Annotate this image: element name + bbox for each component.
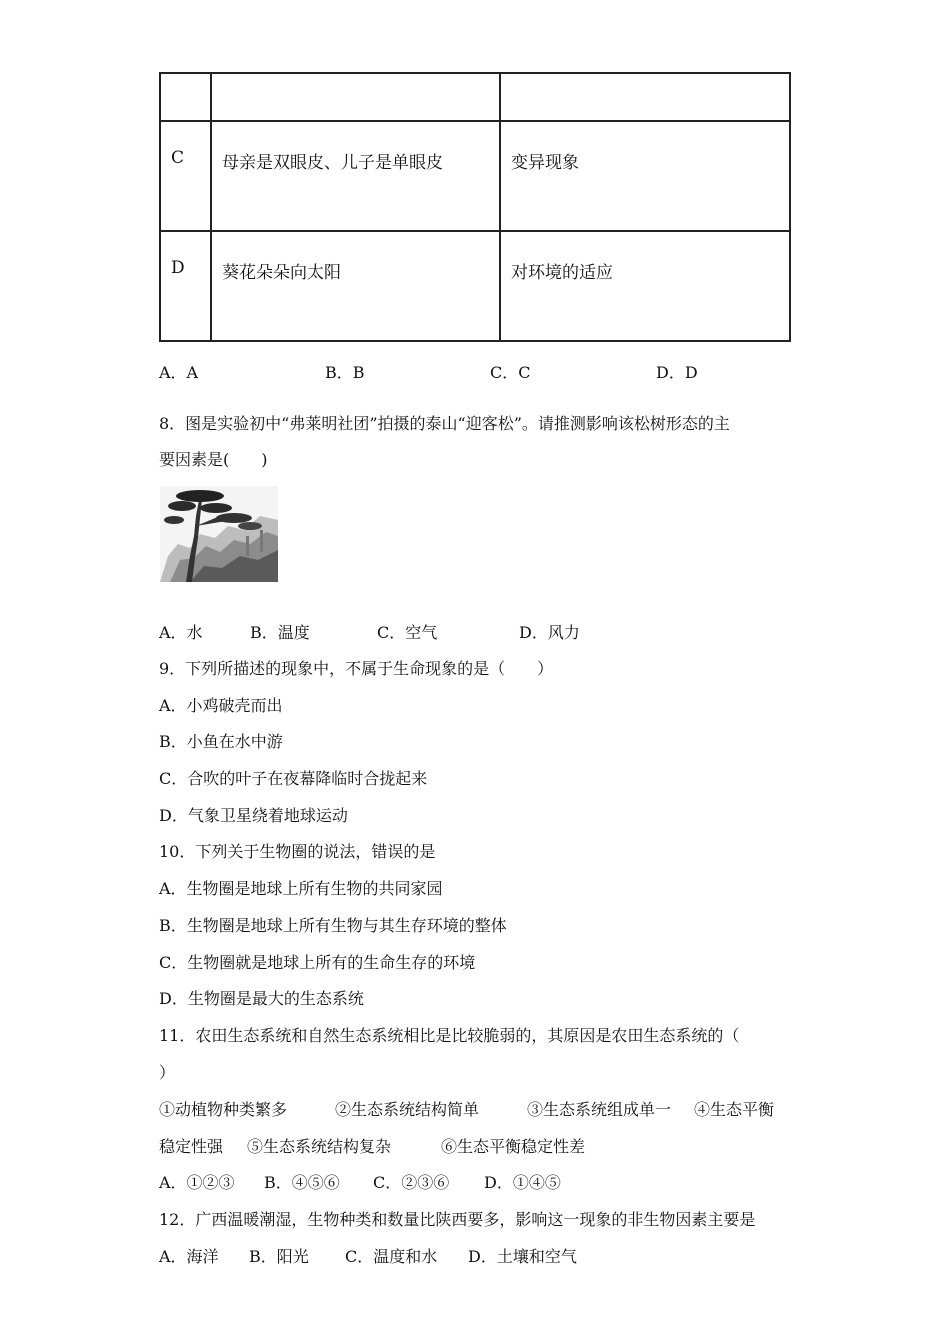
q7-option-a: A．A <box>159 363 199 382</box>
pine-tree-photo-icon <box>160 486 278 582</box>
q9-option-b: B．小鱼在水中游 <box>159 732 283 751</box>
q8-stem-line2: 要因素是( ) <box>159 450 268 469</box>
q11-stem-line2: ） <box>159 1063 176 1082</box>
q7-option-c: C．C <box>490 363 531 382</box>
q11-stem-line1: 11．农田生态系统和自然生态系统相比是比较脆弱的，其原因是农田生态系统的（ <box>159 1026 740 1045</box>
table-cell-letter: C <box>160 121 211 231</box>
q11-item: ③生态系统组成单一 <box>527 1100 672 1119</box>
q10-option-d: D．生物圈是最大的生态系统 <box>159 989 364 1008</box>
q9-option-d: D．气象卫星绕着地球运动 <box>159 806 348 825</box>
table-cell-explanation <box>500 73 790 121</box>
q8-option-b: B．温度 <box>250 623 310 642</box>
q11-item: 稳定性强 <box>159 1137 224 1156</box>
q12-option-c: C．温度和水 <box>345 1247 438 1266</box>
q8-stem-line1: 8．图是实验初中“弗莱明社团”拍摄的泰山“迎客松”。请推测影响该松树形态的主 <box>159 414 730 433</box>
q11-item: ④生态平衡 <box>694 1100 775 1119</box>
table-cell-explanation: 对环境的适应 <box>500 231 790 341</box>
q10-option-a: A．生物圈是地球上所有生物的共同家园 <box>159 879 443 898</box>
q12-option-d: D．土壤和空气 <box>468 1247 577 1266</box>
q11-item: ⑤生态系统结构复杂 <box>247 1137 392 1156</box>
q11-item: ⑥生态平衡稳定性差 <box>441 1137 586 1156</box>
table-row <box>160 231 790 341</box>
q12-option-b: B．阳光 <box>249 1247 309 1266</box>
table-row <box>160 121 790 231</box>
q12-stem: 12．广西温暖潮湿，生物种类和数量比陕西要多，影响这一现象的非生物因素主要是 <box>159 1210 756 1229</box>
table-cell-explanation: 变异现象 <box>500 121 790 231</box>
table-cell-example: 母亲是双眼皮、儿子是单眼皮 <box>211 121 500 231</box>
q9-option-a: A．小鸡破壳而出 <box>159 696 283 715</box>
table-cell-letter <box>160 73 211 121</box>
q11-item: ②生态系统结构简单 <box>335 1100 480 1119</box>
q8-option-c: C．空气 <box>377 623 438 642</box>
q9-stem: 9．下列所描述的现象中，不属于生命现象的是（ ） <box>159 659 554 678</box>
q11-option-d: D．①④⑤ <box>484 1173 561 1192</box>
q11-item: ①动植物种类繁多 <box>159 1100 288 1119</box>
q10-option-b: B．生物圈是地球上所有生物与其生存环境的整体 <box>159 916 507 935</box>
q8-option-d: D．风力 <box>519 623 580 642</box>
q11-option-c: C．②③⑥ <box>373 1173 450 1192</box>
table-cell-example: 葵花朵朵向太阳 <box>211 231 500 341</box>
q7-option-b: B．B <box>325 363 365 382</box>
q12-option-a: A．海洋 <box>159 1247 219 1266</box>
q9-option-c: C．合吹的叶子在夜幕降临时合拢起来 <box>159 769 428 788</box>
q11-option-b: B．④⑤⑥ <box>264 1173 340 1192</box>
table-row <box>160 73 790 121</box>
q8-option-a: A．水 <box>159 623 203 642</box>
table-cell-letter: D <box>160 231 211 341</box>
q10-stem: 10．下列关于生物圈的说法，错误的是 <box>159 842 436 861</box>
q10-option-c: C．生物圈就是地球上所有的生命生存的环境 <box>159 953 476 972</box>
table-cell-example <box>211 73 500 121</box>
q7-option-d: D．D <box>656 363 698 382</box>
answer-table <box>159 72 791 342</box>
q11-option-a: A．①②③ <box>159 1173 235 1192</box>
